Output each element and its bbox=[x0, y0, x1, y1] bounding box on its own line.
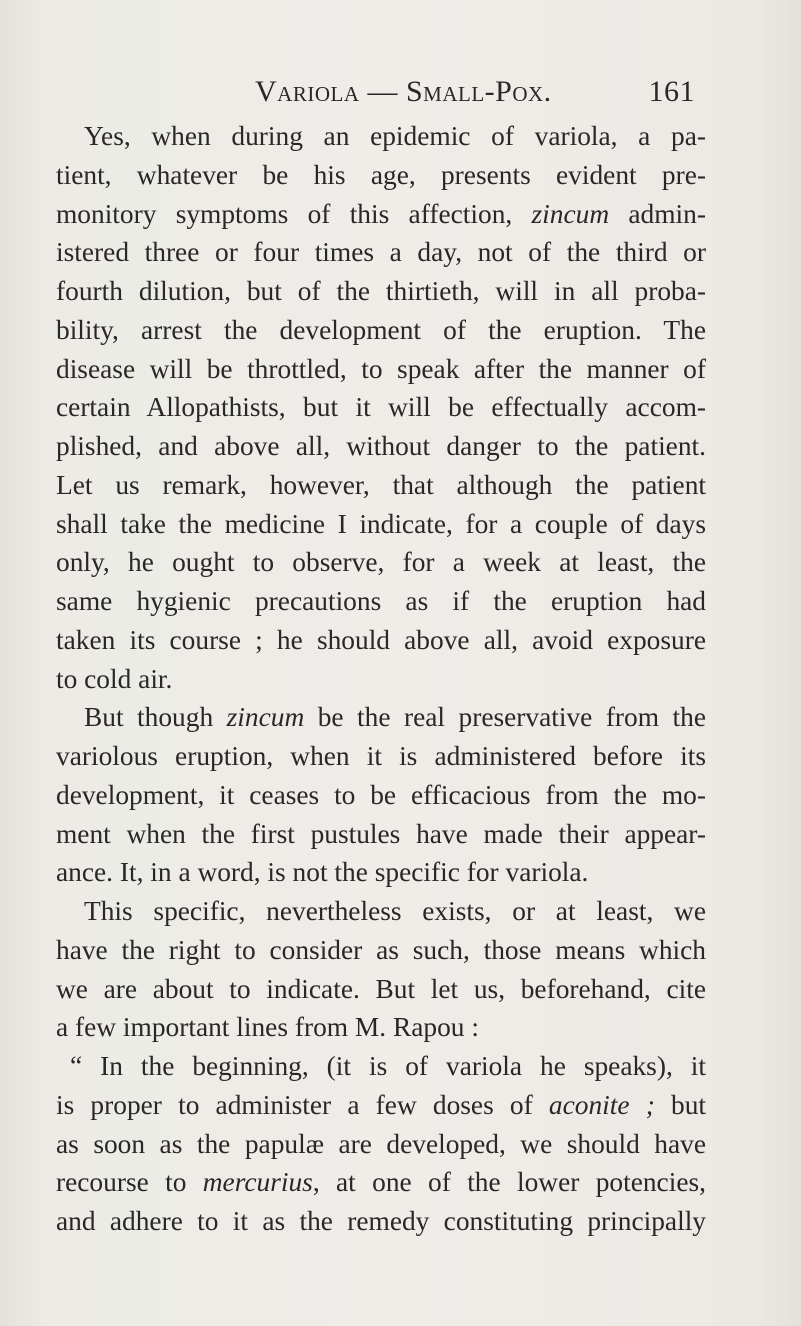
body-text bbox=[56, 117, 706, 1241]
text-line bbox=[56, 1125, 706, 1164]
text-run: recourse to bbox=[56, 1167, 203, 1198]
text-line bbox=[56, 582, 706, 621]
text-run: Yes, when during an epidemic of variola, a pa- bbox=[84, 121, 706, 151]
text-line bbox=[56, 195, 706, 234]
text-line bbox=[56, 776, 706, 815]
running-head-title: Variola — Small-Pox. bbox=[255, 75, 552, 108]
text-line bbox=[56, 388, 706, 427]
text-line bbox=[56, 466, 706, 505]
text-line bbox=[56, 543, 706, 582]
text-line bbox=[56, 1202, 706, 1241]
text-line bbox=[56, 970, 706, 1009]
running-head bbox=[255, 72, 695, 112]
text-run: monitory symptoms of this affection, bbox=[56, 198, 532, 229]
text-run: we are about to indicate. But let us, beforehand, cite bbox=[56, 973, 706, 1004]
text-run: fourth dilution, but of the thirtieth, will in all proba- bbox=[56, 276, 706, 306]
text-line bbox=[56, 892, 706, 931]
text-line bbox=[56, 853, 706, 892]
text-run: as soon as the papulæ are developed, we should have bbox=[56, 1128, 706, 1159]
italic-term: zincum bbox=[531, 198, 610, 229]
text-run: disease will be throttled, to speak after the manner of bbox=[56, 353, 706, 384]
text-run: certain Allopathists, but it will be effectually accom- bbox=[56, 392, 706, 423]
text-run: ance. It, in a word, is not the specific for variola. bbox=[56, 857, 589, 888]
italic-term: aconite ; bbox=[548, 1089, 655, 1120]
text-line bbox=[56, 931, 706, 970]
text-line bbox=[56, 156, 706, 195]
text-run: But though bbox=[84, 702, 227, 733]
text-run: variolous eruption, when it is administered before its bbox=[56, 741, 706, 771]
text-run: “ In the beginning, (it is of variola he speaks), it bbox=[70, 1051, 706, 1081]
text-run: bility, arrest the development of the eruption. The bbox=[56, 314, 706, 345]
text-run: be the real preservative from the bbox=[304, 702, 706, 733]
text-run: Let us remark, however, that although the patient bbox=[56, 469, 706, 500]
text-line bbox=[56, 660, 706, 699]
text-run: is proper to administer a few doses of bbox=[56, 1089, 549, 1120]
text-line bbox=[56, 1008, 706, 1047]
italic-term: zincum bbox=[226, 702, 305, 733]
text-run: but bbox=[654, 1089, 706, 1120]
text-run: and adhere to it as the remedy constituting principally bbox=[56, 1206, 706, 1236]
page-number: 161 bbox=[648, 75, 695, 108]
text-line bbox=[56, 272, 706, 311]
italic-term: mercurius bbox=[202, 1167, 313, 1198]
text-run: shall take the medicine I indicate, for a couple of days bbox=[56, 508, 706, 539]
text-run: taken its course ; he should above all, avoid exposure bbox=[56, 624, 706, 655]
text-run: tient, whatever be his age, presents evident pre- bbox=[56, 159, 706, 190]
text-line bbox=[56, 737, 706, 776]
text-run: istered three or four times a day, not of the third or bbox=[56, 237, 706, 268]
text-line bbox=[56, 815, 706, 854]
text-line bbox=[56, 350, 706, 389]
text-run: This specific, nevertheless exists, or at least, we bbox=[84, 896, 706, 926]
text-run: a few important lines from M. Rapou : bbox=[56, 1012, 479, 1043]
text-run: development, it ceases to be efficacious from the mo- bbox=[56, 779, 706, 810]
text-line bbox=[56, 117, 706, 156]
text-line bbox=[56, 1086, 706, 1125]
text-run: ment when the first pustules have made their appear- bbox=[56, 818, 706, 849]
text-line bbox=[56, 233, 706, 272]
text-line bbox=[56, 621, 706, 660]
text-line bbox=[56, 427, 706, 466]
text-run: plished, and above all, without danger to the patient. bbox=[56, 431, 706, 461]
text-run: admin- bbox=[609, 198, 706, 229]
text-line bbox=[56, 1047, 706, 1086]
text-run: , at one of the lower potencies, bbox=[312, 1167, 706, 1198]
text-run: to cold air. bbox=[56, 663, 173, 694]
text-line bbox=[56, 1163, 706, 1202]
text-line bbox=[56, 505, 706, 544]
text-run: only, he ought to observe, for a week at least, the bbox=[56, 547, 706, 578]
text-line bbox=[56, 698, 706, 737]
text-line bbox=[56, 311, 706, 350]
text-run: same hygienic precautions as if the eruption had bbox=[56, 586, 706, 616]
text-run: have the right to consider as such, those means which bbox=[56, 934, 706, 965]
